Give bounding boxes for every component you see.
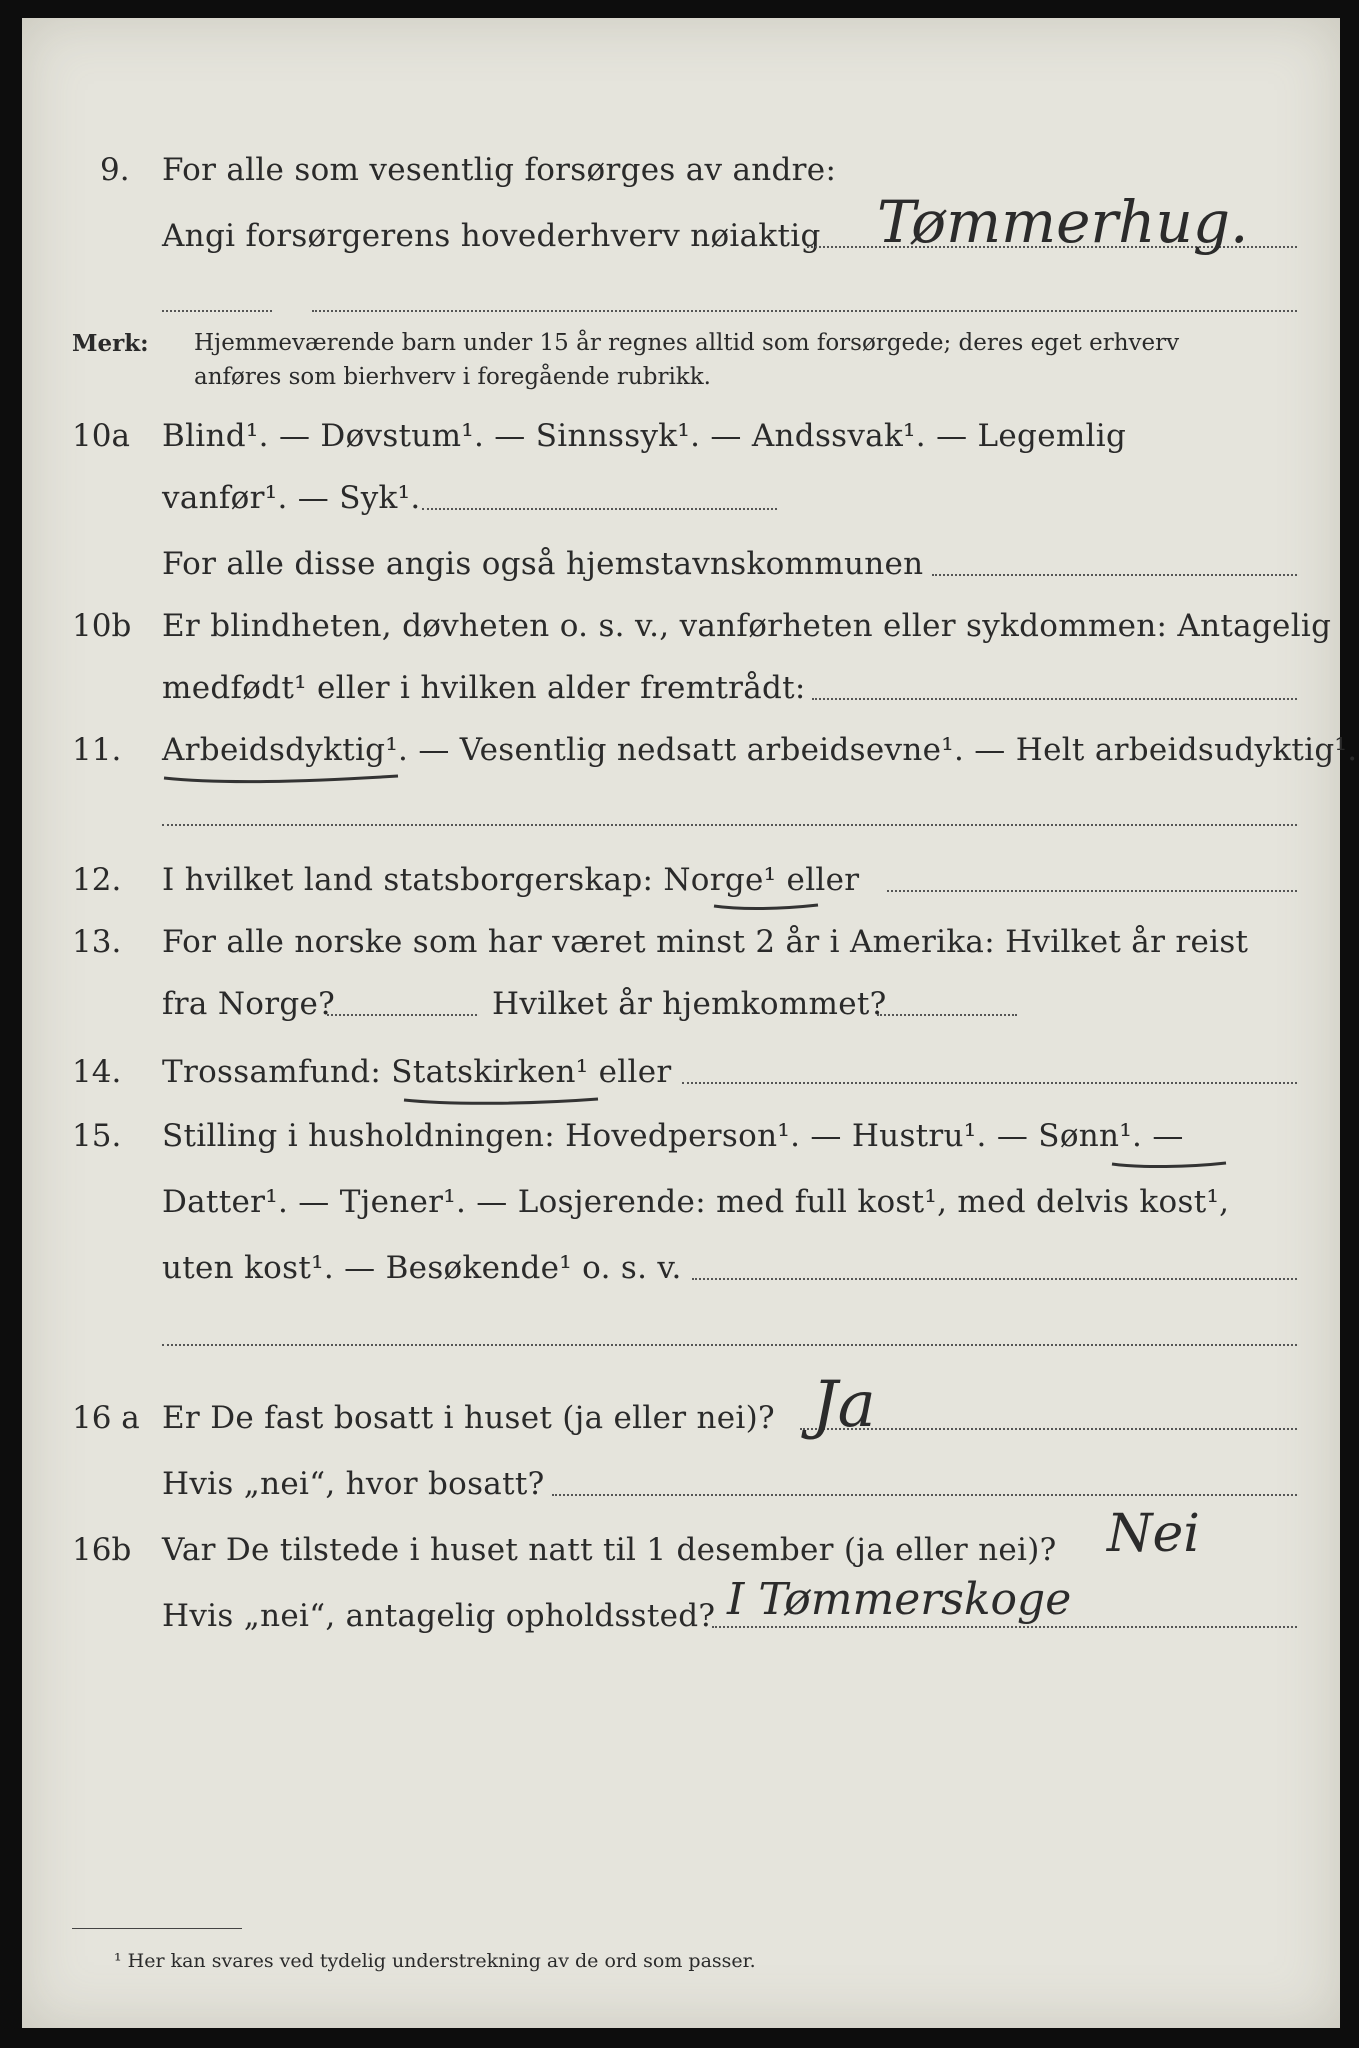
- q9-line1: For alle som vesentlig forsørges av andre:: [162, 152, 837, 188]
- q10a-line3: For alle disse angis også hjemstavnskommunen: [162, 546, 924, 582]
- q13-line2a: fra Norge?: [162, 986, 336, 1022]
- q14-number: 14.: [72, 1054, 122, 1090]
- q16a-line1: Er De fast bosatt i huset (ja eller nei)?: [162, 1400, 775, 1436]
- q15-line3: uten kost¹. — Besøkende¹ o. s. v.: [162, 1250, 682, 1286]
- q15-line1: Stilling i husholdningen: Hovedperson¹. — Hustru¹. — Sønn¹. —: [162, 1118, 1184, 1154]
- q10a-line1: Blind¹. — Døvstum¹. — Sinnssyk¹. — Andssvak¹. — Legemlig: [162, 418, 1127, 454]
- q16a-line2: Hvis „nei“, hvor bosatt?: [162, 1466, 545, 1502]
- q15-answer-line: [692, 1278, 1297, 1280]
- q9-number: 9.: [100, 152, 130, 188]
- q12-number: 12.: [72, 862, 122, 898]
- q15-line2: Datter¹. — Tjener¹. — Losjerende: med full kost¹, med delvis kost¹,: [162, 1184, 1230, 1220]
- q13-line2b: Hvilket år hjemkommet?: [492, 986, 887, 1022]
- q16a-handwritten-answer: Ja: [812, 1368, 876, 1442]
- merk-label: Merk:: [72, 330, 149, 357]
- q16a-number: 16 a: [72, 1400, 140, 1436]
- q16b-handwritten-answer-2: I Tømmerskoge: [727, 1574, 1072, 1625]
- q16b-number: 16b: [72, 1532, 132, 1568]
- q10b-line1: Er blindheten, døvheten o. s. v., vanførheten eller sykdommen: Antagelig: [162, 608, 1332, 644]
- q9-extra-line-2: [312, 310, 1297, 312]
- q11-extra-line: [162, 824, 1297, 826]
- q11-underline-arbeidsdyktig: [162, 770, 402, 790]
- q16b-line1: Var De tilstede i huset natt til 1 desember (ja eller nei)?: [162, 1532, 1057, 1568]
- q10a-hjemstavn-line: [932, 574, 1297, 576]
- q10b-answer-line: [812, 698, 1297, 700]
- q9-line2: Angi forsørgerens hovederhverv nøiaktig: [162, 218, 821, 254]
- merk-line2: anføres som bierhverv i foregående rubrikk.: [194, 364, 711, 390]
- q15-extra-line: [162, 1344, 1297, 1346]
- q11-line1: Arbeidsdyktig¹. — Vesentlig nedsatt arbeidsevne¹. — Helt arbeidsudyktig¹.: [162, 732, 1358, 768]
- q10a-line2: vanfør¹. — Syk¹.: [162, 480, 421, 516]
- q14-line1: Trossamfund: Statskirken¹ eller: [162, 1054, 672, 1090]
- q13-line1: For alle norske som har været minst 2 år i Amerika: Hvilket år reist: [162, 924, 1249, 960]
- q15-number: 15.: [72, 1118, 122, 1154]
- q10a-syk-line: [422, 508, 777, 510]
- q14-answer-line: [682, 1082, 1297, 1084]
- q16a-bosatt-line: [552, 1494, 1297, 1496]
- q16b-handwritten-answer-1: Nei: [1107, 1504, 1200, 1564]
- q16b-opholdssted-line: [712, 1626, 1297, 1628]
- q12-underline-norge: [712, 900, 822, 918]
- q10a-number: 10a: [72, 418, 130, 454]
- q10b-line2: medfødt¹ eller i hvilken alder fremtrådt:: [162, 670, 806, 706]
- q12-line1: I hvilket land statsborgerskap: Norge¹ eller: [162, 862, 860, 898]
- q13-number: 13.: [72, 924, 122, 960]
- q12-answer-line: [887, 890, 1297, 892]
- q10b-number: 10b: [72, 608, 132, 644]
- q11-number: 11.: [72, 732, 122, 768]
- census-form-page: [22, 18, 1358, 2028]
- footnote-rule: [72, 1928, 242, 1929]
- q15-underline-sonn: [1110, 1158, 1230, 1176]
- q16b-line2: Hvis „nei“, antagelig opholdssted?: [162, 1598, 716, 1634]
- q9-extra-line-1: [162, 310, 272, 312]
- q13-hjemkommet-line: [877, 1014, 1017, 1016]
- q14-underline-statskirken: [402, 1094, 602, 1112]
- footnote: ¹ Her kan svares ved tydelig understrekning av de ord som passer.: [114, 1950, 756, 1972]
- q9-handwritten-answer: Tømmerhug.: [877, 188, 1249, 256]
- merk-line1: Hjemmeværende barn under 15 år regnes alltid som forsørgede; deres eget erhverv: [194, 330, 1180, 356]
- q13-reist-line: [327, 1014, 477, 1016]
